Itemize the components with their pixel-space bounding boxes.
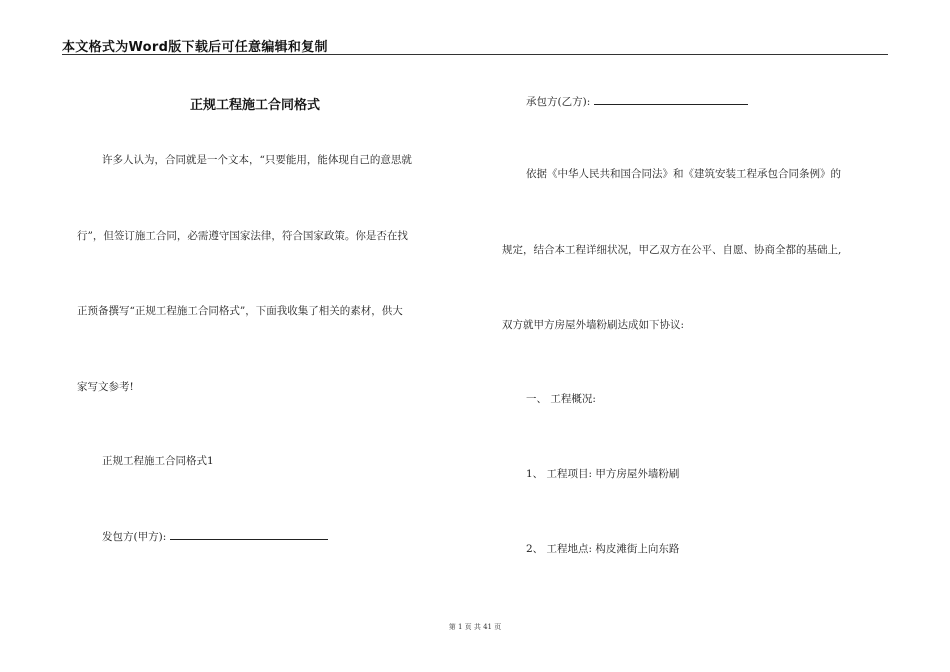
left-paragraph-line-4: 家写文参考! <box>77 381 134 393</box>
party-b-line <box>526 94 748 109</box>
page-footer: 第 1 页 共 41 页 <box>448 623 502 631</box>
party-b-label: 承包方(乙方): <box>526 96 591 108</box>
left-paragraph-line-1: 许多人认为，合同就是一个文本，“只要能用，能体现自己的意思就 <box>102 154 412 166</box>
left-paragraph-line-2: 行”，但签订施工合同，必需遵守国家法律，符合国家政策。你是否在找 <box>77 230 408 242</box>
right-paragraph-line-3: 双方就甲方房屋外墙粉刷达成如下协议: <box>502 319 685 331</box>
header-text: 本文格式为Word版下载后可任意编辑和复制 <box>62 40 328 55</box>
party-a-label: 发包方(甲方): <box>102 531 167 543</box>
party-a-line <box>102 529 328 544</box>
page-header <box>62 34 888 55</box>
contract-subtitle: 正规工程施工合同格式1 <box>102 455 214 467</box>
project-location: 2、 工程地点: 构皮滩街上向东路 <box>526 543 680 555</box>
project-item: 1、 工程项目: 甲方房屋外墙粉刷 <box>526 468 680 480</box>
document-title: 正规工程施工合同格式 <box>190 98 321 113</box>
right-paragraph-line-2: 规定，结合本工程详细状况，甲乙双方在公平、自愿、协商全都的基础上, <box>502 244 842 256</box>
party-a-blank <box>170 529 328 540</box>
party-b-blank <box>594 94 748 105</box>
left-paragraph-line-3: 正预备撰写“正规工程施工合同格式”，下面我收集了相关的素材，供大 <box>77 305 403 317</box>
section-heading: 一、 工程概况: <box>526 393 596 405</box>
right-paragraph-line-1: 依据《中华人民共和国合同法》和《建筑安装工程承包合同条例》的 <box>526 168 841 180</box>
